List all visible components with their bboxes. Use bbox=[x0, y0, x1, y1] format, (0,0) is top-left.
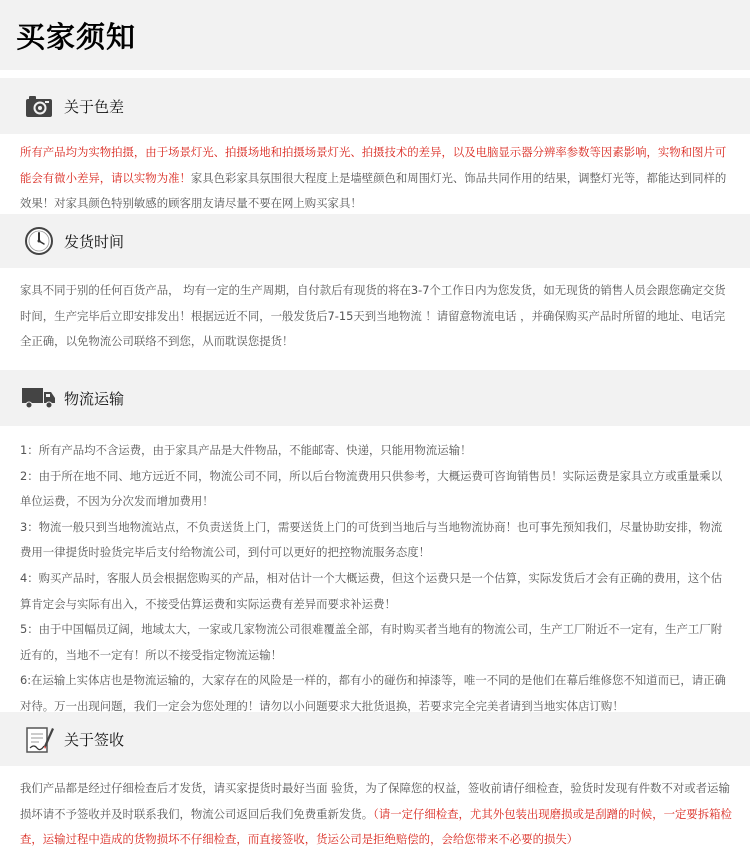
shipping-section-title: 发货时间 bbox=[64, 232, 125, 251]
page-title: 买家须知 bbox=[16, 19, 137, 54]
page-header bbox=[0, 0, 750, 70]
receipt-notice-red: （请一定仔细检查，尤其外包装出现磨损或是刮蹭的时候，一定要拆箱检查，运输过程中造成的货物损坏不仔细检查，而直接签收，货运公司是拒绝赔偿的，会给您带来不必要的损失） bbox=[20, 806, 732, 847]
clock-icon bbox=[22, 224, 56, 258]
receipt-section-header bbox=[0, 712, 750, 766]
color-section-header bbox=[0, 78, 750, 134]
logistics-item: 3：物流一般只到当地物流站点，不负责送货上门，需要送货上门的可货到当地后与当地物流协商！也可事先预知我们，尽量协助安排，物流费用一律提货时验货完毕后支付给物流公司，到付可以更好的把控物流服务态度！ bbox=[20, 519, 723, 560]
logistics-item: 2：由于所在地不同、地方远近不同，物流公司不同，所以后台物流费用只供参考，大概运费可咨询销售员！实际运费是家具立方或重量乘以单位运费，不因为分次发而增加费用！ bbox=[20, 468, 723, 509]
shipping-text: 家具不同于别的任何百货产品， 均有一定的生产周期，自付款后有现货的将在3-7个工作日内为您发货，如无现货的销售人员会跟您确定交货时间，生产完毕后立即安排发出！根据远近不同，一般发货后7-15天到当地物流 ！请留意物流电话 ，并确保购买产品时所留的地址、电话完全正确，以免物流公司联络不到您，从而耽误您提货！ bbox=[20, 283, 726, 349]
receipt-section-title: 关于签收 bbox=[64, 730, 125, 749]
shipping-section-body bbox=[0, 268, 750, 360]
color-notice-text: 家具色彩家具氛围很大程度上是墙壁颜色和周围灯光、饰品共同作用的结果，调整灯光等，都能达到同样的效果！对家具颜色特别敏感的顾客朋友请尽量不要在网上购买家具！ bbox=[20, 170, 727, 211]
truck-icon bbox=[22, 381, 56, 415]
logistics-section-body bbox=[0, 426, 750, 713]
logistics-item: 4：购买产品时，客服人员会根据您购买的产品，相对估计一个大概运费，但这个运费只是一个估算，实际发货后才会有正确的费用，这个估算肯定会与实际有出入，不接受估算运费和实际运费有差异而要求补运费！ bbox=[20, 570, 723, 611]
logistics-section-title: 物流运输 bbox=[64, 389, 125, 408]
color-section-body bbox=[0, 134, 750, 214]
receipt-section-body bbox=[0, 766, 750, 859]
logistics-section-header bbox=[0, 370, 750, 426]
color-notice-red: 所有产品均为实物拍摄，由于场景灯光、拍摄场地和拍摄场景灯光、拍摄技术的差异，以及电脑显示器分辨率参数等因素影响，实物和图片可能会有微小差异，请以实物为准！ bbox=[20, 145, 727, 185]
receipt-text: 我们产品都是经过仔细检查后才发货，请买家提货时最好当面 验货，为了保障您的权益，签收前请仔细检查，验货时发现有件数不对或者运输损坏请不予签收并及时联系我们，物流公司返回后我们免费重新发货。 bbox=[20, 781, 730, 821]
camera-icon bbox=[22, 89, 56, 123]
logistics-item: 6:在运输上实体店也是物流运输的，大家存在的风险是一样的，都有小的碰伤和掉漆等，唯一不同的是他们在幕后维修您不知道而已，请正确对待。万一出现问题，我们一定会为您处理的！请勿以小问题要求大批货退换，若要求完全完美者请到当地实体店订购！ bbox=[20, 673, 726, 713]
logistics-item: 1：所有产品均不含运费，由于家具产品是大件物品，不能邮寄、快递，只能用物流运输！ bbox=[20, 443, 472, 457]
document-sign-icon bbox=[22, 722, 56, 756]
logistics-item: 5：由于中国幅员辽阔，地域太大，一家或几家物流公司很难覆盖全部，有时购买者当地有的物流公司，生产工厂附近不一定有，生产工厂附近有的，当地不一定有！所以不接受指定物流运输！ bbox=[20, 622, 723, 662]
color-section-title: 关于色差 bbox=[64, 97, 125, 116]
shipping-section-header bbox=[0, 214, 750, 268]
